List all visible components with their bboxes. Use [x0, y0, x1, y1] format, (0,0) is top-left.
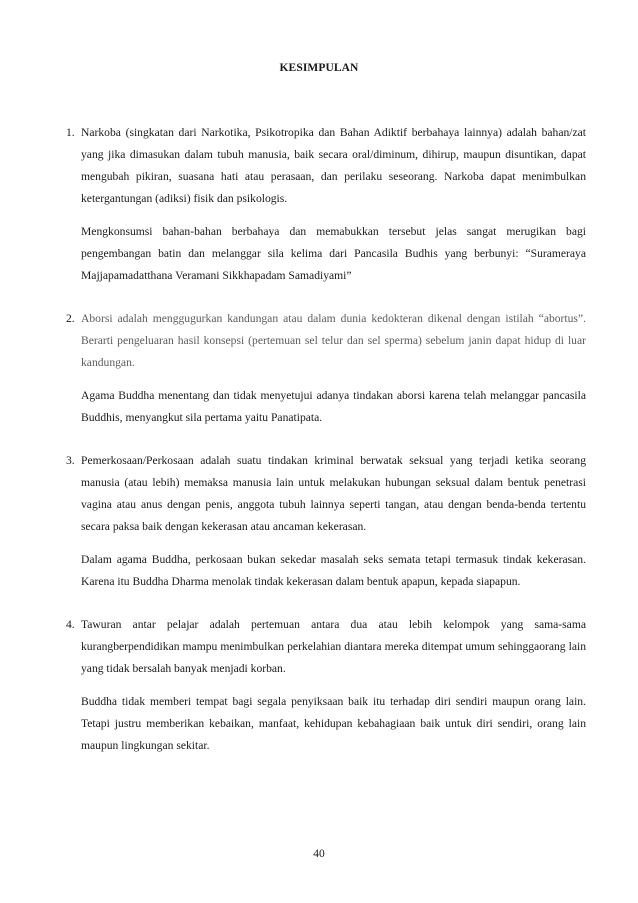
paragraph: Tawuran antar pelajar adalah pertemuan antara dua atau lebih kelompok yang sama-sama kurangberpendidikan mampu menimbulkan perkelahian diantara mereka ditempat umum sehinggaorang lain yang tidak bersalah banyak menjadi korban.: [81, 618, 586, 675]
page-number: 40: [313, 848, 325, 860]
paragraph: Aborsi adalah menggugurkan kandungan atau dalam dunia kedokteran dikenal dengan istilah “abortus”. Berarti pengeluaran hasil konsepsi (pertemuan sel telur dan sel sperma) sebelum janin dapat hidup di luar kandungan.: [81, 312, 586, 369]
item-body: [81, 614, 586, 768]
list-item: [66, 122, 586, 298]
paragraph: Agama Buddha menentang dan tidak menyetujui adanya tindakan aborsi karena telah melanggar pancasila Buddhis, menyangkut sila pertama yaitu Panatipata.: [81, 389, 586, 424]
paragraph: Dalam agama Buddha, perkosaan bukan sekedar masalah seks semata tetapi termasuk tindak kekerasan. Karena itu Buddha Dharma menolak tindak kekerasan dalam bentuk apapun, kepada siapapun.: [81, 553, 586, 588]
item-number: 2.: [66, 312, 75, 325]
list-item: [66, 614, 586, 768]
paragraph: Buddha tidak memberi tempat bagi segala penyiksaan baik itu terhadap diri sendiri maupun orang lain. Tetapi justru memberikan kebaikan, manfaat, kehidupan kebahagiaan baik untuk diri sendiri, orang lain maupun lingkungan sekitar.: [81, 695, 586, 752]
list-item: [66, 450, 586, 604]
list-item: [66, 308, 586, 440]
item-body: [81, 450, 586, 604]
item-number: 4.: [66, 618, 75, 631]
paragraph: Mengkonsumsi bahan-bahan berbahaya dan memabukkan tersebut jelas sangat merugikan bagi pengembangan batin dan melanggar sila kelima dari Pancasila Budhis yang berbunyi: “Surameraya Majjapamadatthana Veramani Sikkhapadam Samadiyami”: [81, 225, 586, 282]
item-number: 3.: [66, 454, 75, 467]
page-title: KESIMPULAN: [279, 62, 359, 74]
paragraph: Pemerkosaan/Perkosaan adalah suatu tindakan kriminal berwatak seksual yang terjadi ketika seorang manusia (atau lebih) memaksa manusia lain untuk melakukan hubungan seksual dalam bentuk penetrasi vagina atau anus dengan penis, anggota tubuh lainnya seperti tangan, atau dengan benda-benda tertentu secara paksa baik dengan kekerasan atau ancaman kekerasan.: [81, 454, 586, 533]
item-number: 1.: [66, 126, 75, 139]
conclusion-list: [66, 122, 586, 778]
item-body: [81, 122, 586, 298]
paragraph: Narkoba (singkatan dari Narkotika, Psikotropika dan Bahan Adiktif berbahaya lainnya) adalah bahan/zat yang jika dimasukan dalam tubuh manusia, baik secara oral/diminum, dihirup, maupun disuntikan, dapat mengubah pikiran, suasana hati atau perasaan, dan perilaku seseorang. Narkoba dapat menimbulkan ketergantungan (adiksi) fisik dan psikologis.: [81, 126, 586, 205]
item-body: [81, 308, 586, 440]
